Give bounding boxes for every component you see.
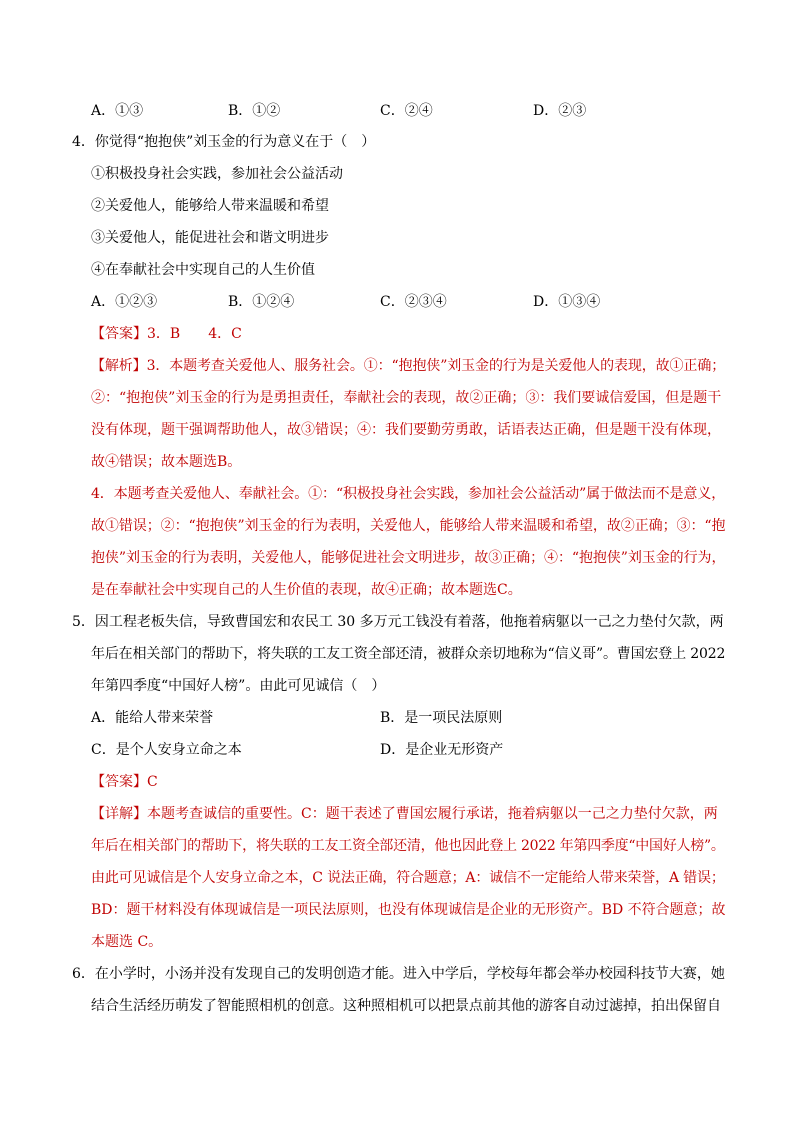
- answer-3-4: 【答案】3．B 4．C: [91, 326, 242, 342]
- analysis-4-line-2: 故①错误；②：“抱抱侠”刘玉金的行为表明，关爱他人，能够给人带来温暖和希望，故②正确；③：“抱: [91, 518, 726, 534]
- q5-detail-line-4: BD：题干材料没有体现诚信是一项民法原则，也没有体现诚信是企业的无形资产。BD 不符合题意；故: [91, 902, 726, 918]
- q4-item-1: ①积极投身社会实践，参加社会公益活动: [91, 166, 343, 182]
- q6-stem-line-2: 结合生活经历萌发了智能照相机的创意。这种照相机可以把景点前其他的游客自动过滤掉，拍出保留自: [91, 998, 721, 1014]
- analysis-4-line-4: 是在奉献社会中实现自己的人生价值的表现，故④正确；故本题选C。: [91, 582, 522, 598]
- q5-option-c: C．是个人安身立命之本: [91, 742, 242, 758]
- q5-option-d: D．是企业无形资产: [380, 742, 504, 758]
- analysis-3-line-1: 【解析】3．本题考查关爱他人、服务社会。①：“抱抱侠”刘玉金的行为是关爱他人的表现，故①正确；: [91, 358, 726, 374]
- q4-option-d: D．①③④: [533, 294, 601, 310]
- q5-stem-line-1: 5．因工程老板失信，导致曹国宏和农民工 30 多万元工钱没有着落，他拖着病躯以一己之力垫付欠款，两: [72, 614, 724, 630]
- q5-stem-line-2: 年后在相关部门的帮助下，将失联的工友工资全部还清，被群众亲切地称为“信义哥”。曹国宏登上 2022: [91, 646, 726, 662]
- q4-item-2: ②关爱他人，能够给人带来温暖和希望: [91, 198, 329, 214]
- analysis-3-line-2: ②：“抱抱侠”刘玉金的行为是勇担责任，奉献社会的表现，故②正确；③：我们要诚信爱国，但是题干: [91, 390, 722, 406]
- analysis-4-line-3: 抱侠”刘玉金的行为表明，关爱他人，能够促进社会文明进步，故③正确；④：“抱抱侠”刘玉金的行为，: [91, 550, 726, 566]
- q4-item-4: ④在奉献社会中实现自己的人生价值: [91, 262, 315, 278]
- q5-detail-line-2: 年后在相关部门的帮助下，将失联的工友工资全部还清，他也因此登上 2022 年第四季度“中国好人榜”。: [91, 838, 725, 854]
- q3-option-a: A．①③: [91, 103, 144, 119]
- q5-option-b: B．是一项民法原则: [380, 710, 503, 726]
- q5-detail-line-5: 本题选 C。: [91, 934, 163, 950]
- q5-answer: 【答案】C: [91, 774, 158, 790]
- q5-option-a: A．能给人带来荣誉: [91, 710, 214, 726]
- analysis-3-line-3: 没有体现，题干强调帮助他人，故③错误；④：我们要勤劳勇敢，话语表达正确，但是题干没有体现，: [91, 422, 721, 438]
- q4-option-a: A．①②③: [91, 294, 158, 310]
- analysis-4-line-1: 4．本题考查关爱他人、奉献社会。①：“积极投身社会实践，参加社会公益活动”属于做法而不是意义，: [91, 486, 726, 502]
- q5-detail-line-1: 【详解】本题考查诚信的重要性。C：题干表述了曹国宏履行承诺，拖着病躯以一己之力垫付欠款，两: [91, 806, 718, 822]
- q3-option-b: B．①②: [228, 103, 281, 119]
- q4-option-b: B．①②④: [228, 294, 295, 310]
- q4-option-c: C．②③④: [380, 294, 447, 310]
- q3-option-d: D．②③: [533, 103, 587, 119]
- analysis-3-line-4: 故④错误；故本题选B。: [91, 454, 242, 470]
- q4-stem: 4．你觉得“抱抱侠”刘玉金的行为意义在于（ ）: [72, 134, 376, 150]
- q6-stem-line-1: 6．在小学时，小汤并没有发现自己的发明创造才能。进入中学后，学校每年都会举办校园科技节大赛，她: [72, 966, 725, 982]
- q5-detail-line-3: 由此可见诚信是个人安身立命之本，C 说法正确，符合题意；A：诚信不一定能给人带来荣誉，A 错误；: [91, 870, 725, 886]
- q4-item-3: ③关爱他人，能促进社会和谐文明进步: [91, 230, 329, 246]
- q5-stem-line-3: 年第四季度“中国好人榜”。由此可见诚信（ ）: [91, 678, 386, 694]
- q3-option-c: C．②④: [380, 103, 433, 119]
